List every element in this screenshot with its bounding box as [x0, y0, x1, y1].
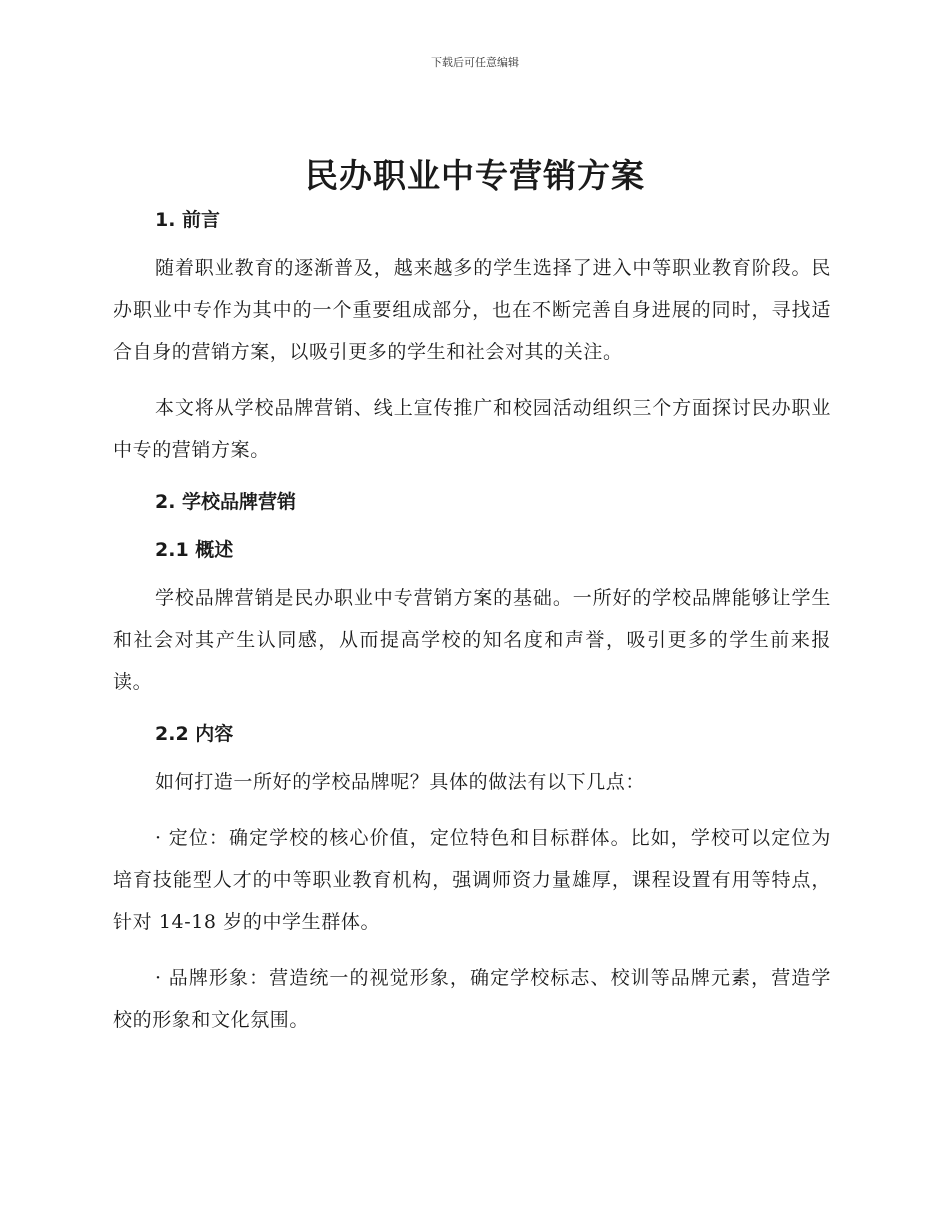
list-item-positioning: · 定位：确定学校的核心价值，定位特色和目标群体。比如，学校可以定位为培育技能型人才的中等职业教育机构，强调师资力量雄厚，课程设置有用等特点，针对 14-18 岁的中学生群体。 [113, 827, 831, 933]
section-heading-2-1: 2.1 概述 [155, 539, 234, 561]
list-item-brand-image: · 品牌形象：营造统一的视觉形象，确定学校标志、校训等品牌元素，营造学校的形象和文化氛围。 [113, 967, 831, 1031]
document-body [113, 203, 831, 1041]
section-heading-1: 1. 前言 [155, 209, 221, 231]
header-note: 下载后可任意编辑 [431, 56, 519, 69]
section-heading-2-2: 2.2 内容 [155, 723, 234, 745]
document-title: 民办职业中专营销方案 [305, 156, 645, 195]
paragraph-overview: 学校品牌营销是民办职业中专营销方案的基础。一所好的学校品牌能够让学生和社会对其产生认同感，从而提高学校的知名度和声誉，吸引更多的学生前来报读。 [113, 587, 831, 693]
paragraph-content-intro: 如何打造一所好的学校品牌呢？具体的做法有以下几点： [155, 771, 646, 793]
paragraph-intro-2: 本文将从学校品牌营销、线上宣传推广和校园活动组织三个方面探讨民办职业中专的营销方案。 [113, 397, 831, 461]
paragraph-intro-1: 随着职业教育的逐渐普及，越来越多的学生选择了进入中等职业教育阶段。民办职业中专作为其中的一个重要组成部分，也在不断完善自身进展的同时，寻找适合自身的营销方案，以吸引更多的学生和社会对其的关注。 [113, 257, 831, 363]
section-heading-2: 2. 学校品牌营销 [155, 491, 297, 513]
